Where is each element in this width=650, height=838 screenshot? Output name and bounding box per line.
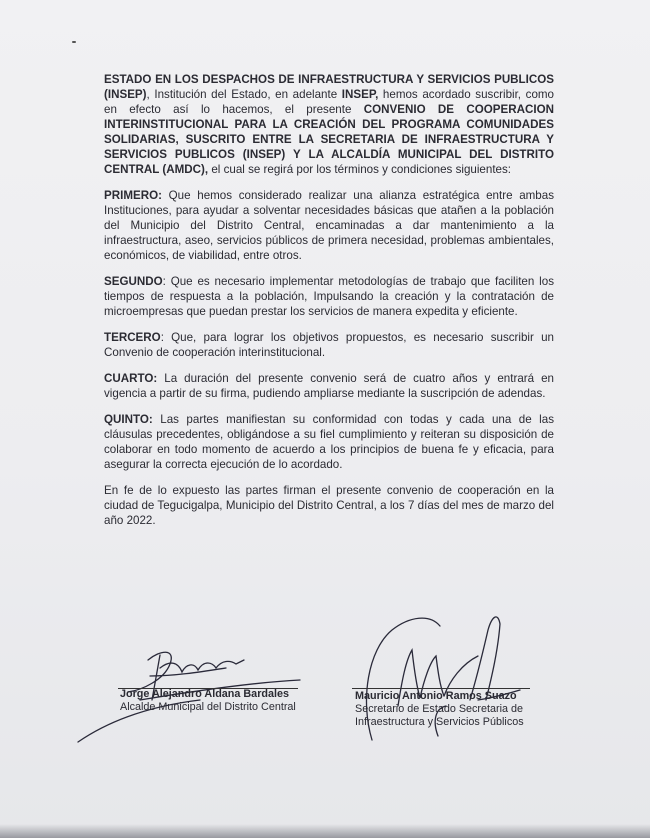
intro-text-2: hemos acordado suscribir, como en efecto así lo hacemos, el presente (104, 88, 554, 116)
clause-text: : Que, para lograr los objetivos propuestos, es necesario suscribir un Convenio de cooperación interinstitucional. (104, 331, 554, 359)
intro-agreement-title: CONVENIO DE COOPERACION INTERINSTITUCIONAL PARA LA CREACIÓN DEL PROGRAMA COMUNIDADES SOLIDARIAS, SUSCRITO ENTRE LA SECRETARIA DE INFRAESTRUCTURA Y SERVICIOS PUBLICOS (INSEP) Y LA ALCALDÍA MUNICIPAL DEL DISTRITO CENTRAL (AMDC), (104, 103, 554, 176)
left-signatory-name: Jorge Alejandro Aldana Bardales (120, 688, 290, 700)
right-signatory-title-line2: Infraestructura y Servicios Públicos (355, 716, 524, 728)
clause-label: QUINTO: (104, 413, 153, 426)
clause-label: TERCERO (104, 331, 161, 344)
clause-text: : Que es necesario implementar metodologías de trabajo que faciliten los tiempos de respuesta a la población, Impulsando la creación y la contratación de microempresas que puedan prestar los servicios de manera expedita y eficiente. (104, 275, 554, 318)
left-signatory-title: Alcalde Municipal del Distrito Central (120, 701, 296, 713)
right-signatory-name: Mauricio Antonio Ramos Suazo (355, 690, 517, 702)
right-signature-line (352, 688, 530, 689)
right-signatory-title-line1: Secretario de Estado Secretaria de (355, 703, 524, 715)
page-bottom-edge (0, 824, 650, 838)
clause-text: Las partes manifiestan su conformidad con todas y cada una de las cláusulas precedentes, obligándose a su fiel cumplimiento y reiteran su disposición de colaborar en todo momento de acuerdo a los principios de buena fe y eficacia, para asegurar la correcta ejecución de lo acordado. (104, 413, 554, 471)
clause-label: SEGUNDO (104, 275, 163, 288)
clause-label: PRIMERO: (104, 189, 162, 202)
right-signatory (355, 690, 524, 729)
clause-text: La duración del presente convenio será de cuatro años y entrará en vigencia a partir de su firma, pudiendo ampliarse mediante la suscripción de adendas. (104, 372, 554, 400)
intro-acronym: INSEP, (341, 88, 379, 101)
intro-text-1: , Institución del Estado, en adelante (146, 88, 342, 101)
clause-label: CUARTO: (104, 372, 158, 385)
left-signatory (120, 688, 296, 714)
intro-text-3: el cual se regirá por los términos y condiciones siguientes: (208, 163, 512, 176)
closing-paragraph: En fe de lo expuesto las partes firman el presente convenio de cooperación en la ciudad de Tegucigalpa, Municipio del Distrito Central, a los 7 días del mes de marzo del año 2022. (104, 484, 554, 527)
intro-party-insep: ESTADO EN LOS DESPACHOS DE INFRAESTRUCTURA Y SERVICIOS PUBLICOS (INSEP) (104, 73, 554, 101)
clause-text: Que hemos considerado realizar una alianza estratégica entre ambas Instituciones, para ayudar a solventar necesidades básicas que atañen a la población del Municipio del Distrito Central, encaminadas a dar mantenimiento a la infraestructura, aseo, servicios públicos de primera necesidad, problemas ambientales, económicos, de viabilidad, entre otros. (104, 189, 554, 262)
